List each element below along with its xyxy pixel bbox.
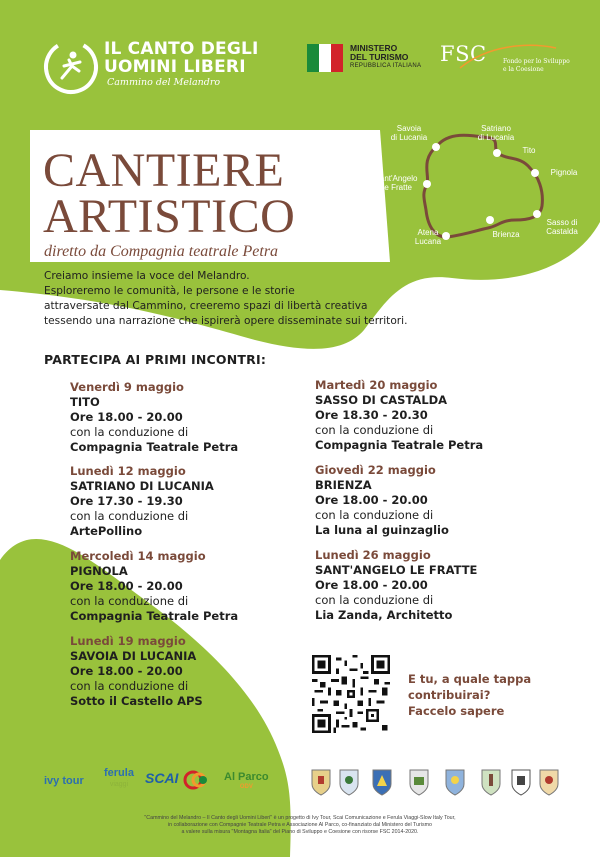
fsc-logo: FSC — [440, 42, 487, 66]
crest-icon — [371, 768, 393, 796]
ferula-logo: ferula viaggi — [104, 767, 134, 788]
ministry-logo-text: MINISTERO DEL TURISMO REPUBBLICA ITALIANA — [350, 43, 422, 69]
map-label-savoia: Savoia di Lucania — [390, 124, 428, 142]
map-label-tito: Tito — [522, 146, 536, 155]
page-title: CANTIERE ARTISTICO — [43, 144, 296, 243]
project-title: IL CANTO DEGLI UOMINI LIBERI — [104, 39, 259, 77]
map-label-atena: Atena Lucana — [414, 228, 442, 246]
crest-icon — [338, 768, 360, 796]
map-label-pignola: Pignola — [550, 168, 578, 177]
crest-icon — [444, 768, 466, 796]
crest-icon — [480, 768, 502, 796]
map-label-sasso: Sasso di Castalda — [546, 218, 578, 236]
crest-icon — [510, 768, 532, 796]
scai-logo: SCAI — [145, 770, 179, 786]
map-point-sasso — [533, 210, 541, 218]
event-item: Giovedì 22 maggio BRIENZA Ore 18.00 - 20.00 con la conduzione di La luna al guinzaglio — [315, 463, 449, 537]
call-to-action: E tu, a quale tappa contribuirai? Faccelo sapere — [408, 672, 532, 718]
map-point-pignola — [531, 169, 539, 177]
footer-credits: "Cammino del Melandro – Il Canto degli Uomini Liberi" è un progetto di Ivy Tour, Scai Comunicazione e Ferula Viaggi-Slow Italy Tour, in collaborazione con Compagnie Teatrale Petra e Associazione Al Parco, co-finanziato dal Ministero del Turismo a valere sulla misura "Montagna Italia" del Piano di Sviluppo e Coesione con risorse FSC 2014-2020. — [144, 815, 456, 835]
map-label-satriano: Satriano di Lucania — [477, 124, 515, 142]
map-point-satriano — [493, 149, 501, 157]
project-subtitle: Cammino del Melandro — [107, 77, 221, 88]
crest-icon — [310, 768, 332, 796]
crest-icon — [538, 768, 560, 796]
event-item: Lunedì 26 maggio SANT'ANGELO LE FRATTE Ore 18.00 - 20.00 con la conduzione di Lia Zanda, Architetto — [315, 548, 478, 622]
map-point-brienza — [486, 216, 494, 224]
page-subtitle: diretto da Compagnia teatrale Petra — [44, 243, 279, 260]
intro-text: Creiamo insieme la voce del Melandro. Esploreremo le comunità, le persone e le storie attraversate dal Cammino, creeremo spazi di libertà creativa tessendo una narrazione che ispirerà opere disseminate sui territori. — [44, 270, 408, 327]
circles-logo-icon — [183, 768, 213, 792]
fsc-caption: Fondo per lo Sviluppo e la Coesione — [503, 58, 570, 73]
event-item: Venerdì 9 maggio TITO Ore 18.00 - 20.00 con la conduzione di Compagnia Teatrale Petra — [70, 380, 239, 454]
al-parco-logo: Al Parco ODV — [224, 771, 269, 790]
map-point-santangelo — [423, 180, 431, 188]
crest-icon — [408, 768, 430, 796]
map-label-brienza: Brienza — [492, 230, 520, 239]
event-item: Mercoledì 14 maggio PIGNOLA Ore 18.00 - 20.00 con la conduzione di Compagnia Teatrale Petra — [70, 549, 239, 623]
italy-flag-icon — [307, 44, 343, 72]
map-label-santangelo: Sant'Angelo Le Fratte — [374, 174, 418, 192]
event-item: Lunedì 19 maggio SAVOIA DI LUCANIA Ore 18.00 - 20.00 con la conduzione di Sotto il Castello APS — [70, 634, 203, 708]
event-item: Martedì 20 maggio SASSO DI CASTALDA Ore 18.30 - 20.30 con la conduzione di Compagnia Teatrale Petra — [315, 378, 484, 452]
qr-code-icon[interactable] — [312, 655, 390, 733]
ivy-tour-logo: ivy tour — [44, 775, 84, 787]
map-point-savoia — [432, 143, 440, 151]
events-heading: PARTECIPA AI PRIMI INCONTRI: — [44, 352, 267, 367]
canto-logo-icon — [42, 38, 100, 96]
event-item: Lunedì 12 maggio SATRIANO DI LUCANIA Ore 17.30 - 19.30 con la conduzione di ArtePollino — [70, 464, 214, 538]
